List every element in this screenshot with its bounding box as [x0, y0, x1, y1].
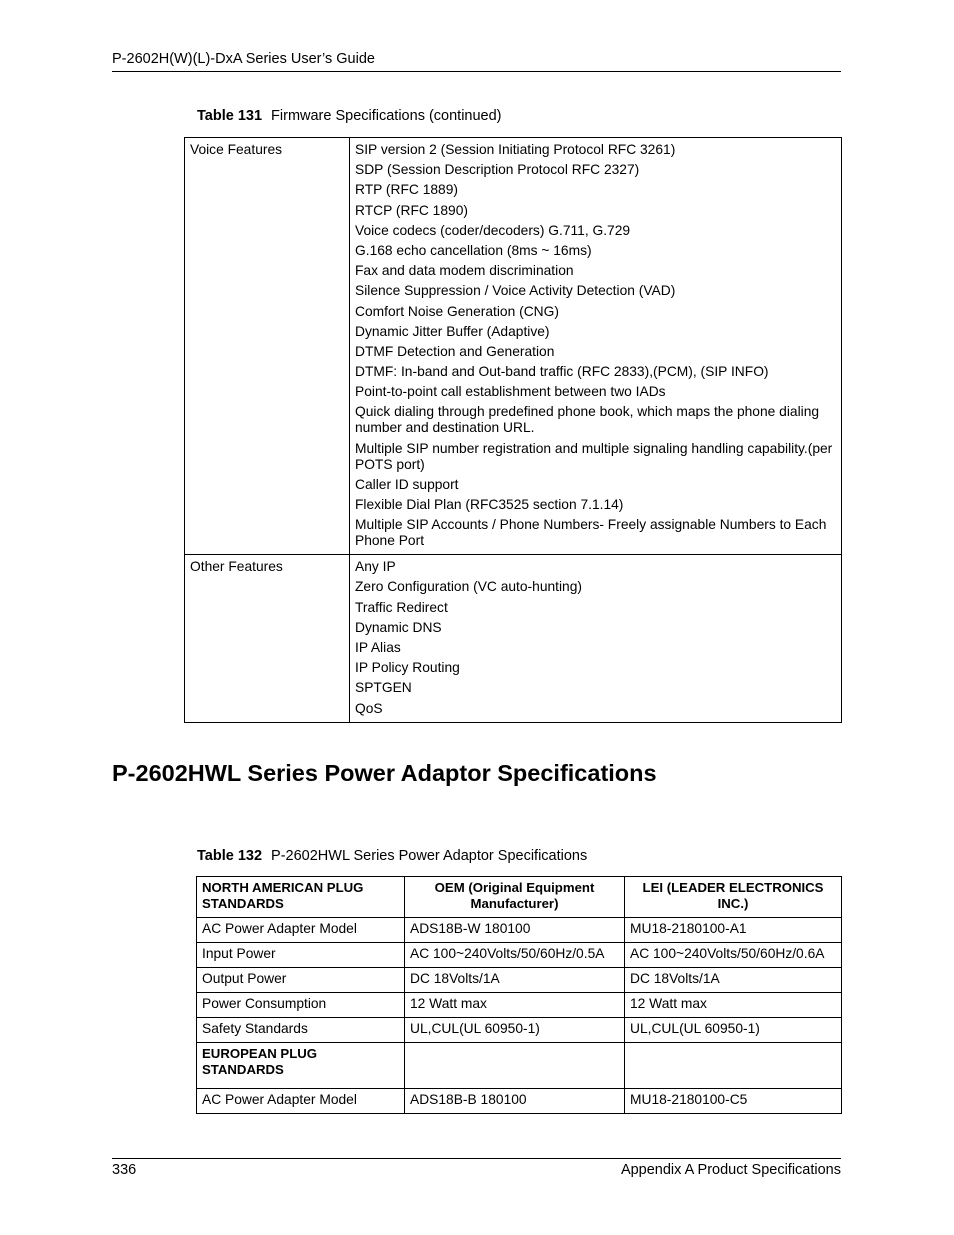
table-cell: ADS18B-W 180100	[405, 918, 625, 943]
running-header: P-2602H(W)(L)-DxA Series User’s Guide	[112, 51, 375, 67]
table-row	[197, 1018, 842, 1043]
table-131-caption	[197, 108, 502, 124]
row-label: Voice Features	[185, 138, 350, 555]
list-item: Fax and data modem discrimination	[355, 263, 574, 279]
table-cell: DC 18Volts/1A	[405, 968, 625, 993]
table-row	[197, 993, 842, 1018]
list-item: Dynamic DNS	[355, 619, 442, 635]
table-cell: AC Power Adapter Model	[197, 918, 405, 943]
table-cell: MU18-2180100-C5	[625, 1089, 842, 1114]
list-item: Silence Suppression / Voice Activity Detection (VAD)	[355, 283, 676, 299]
table-132-label: Table 132	[197, 848, 263, 864]
table-cell: Input Power	[197, 943, 405, 968]
table-row	[197, 943, 842, 968]
table-header-row	[197, 877, 842, 918]
column-header: OEM (Original Equipment Manufacturer)	[405, 877, 625, 918]
list-item: G.168 echo cancellation (8ms ~ 16ms)	[355, 242, 592, 258]
header-rule	[112, 71, 841, 72]
table-cell	[405, 1043, 625, 1089]
list-item: QoS	[355, 700, 383, 716]
list-item: Any IP	[355, 559, 396, 575]
list-item: Caller ID support	[355, 476, 459, 492]
list-item: Traffic Redirect	[355, 599, 448, 615]
table-cell: DC 18Volts/1A	[625, 968, 842, 993]
list-item: RTP (RFC 1889)	[355, 182, 458, 198]
firmware-spec-table	[184, 137, 842, 723]
list-item: Flexible Dial Plan (RFC3525 section 7.1.14)	[355, 497, 624, 512]
list-item: Multiple SIP number registration and multiple signaling handling capability.(per POTS port)	[355, 440, 833, 472]
list-item: Voice codecs (coder/decoders) G.711, G.729	[355, 222, 631, 238]
list-item: SPTGEN	[355, 680, 412, 696]
table-cell: 12 Watt max	[405, 993, 625, 1018]
table-cell: 12 Watt max	[625, 993, 842, 1018]
column-header: NORTH AMERICAN PLUG STANDARDS	[197, 877, 405, 918]
table-cell: MU18-2180100-A1	[625, 918, 842, 943]
table-cell: Safety Standards	[197, 1018, 405, 1043]
footer-rule	[112, 1158, 841, 1159]
table-131-title: Firmware Specifications (continued)	[271, 108, 502, 124]
table-cell: UL,CUL(UL 60950-1)	[625, 1018, 842, 1043]
list-item: DTMF Detection and Generation	[355, 343, 555, 359]
page-number: 336	[112, 1162, 137, 1178]
table-132-caption	[197, 848, 587, 864]
table-cell: UL,CUL(UL 60950-1)	[405, 1018, 625, 1043]
row-label: Other Features	[185, 555, 350, 722]
table-cell: ADS18B-B 180100	[405, 1089, 625, 1114]
footer-section: Appendix A Product Specifications	[620, 1162, 841, 1178]
table-cell: AC 100~240Volts/50/60Hz/0.5A	[405, 943, 625, 968]
column-header: LEI (LEADER ELECTRONICS INC.)	[625, 877, 842, 918]
row-items	[350, 138, 842, 555]
list-item: Dynamic Jitter Buffer (Adaptive)	[355, 323, 550, 339]
list-item: DTMF: In-band and Out-band traffic (RFC 2833),(PCM), (SIP INFO)	[355, 364, 769, 380]
table-row	[197, 1089, 842, 1114]
table-cell	[625, 1043, 842, 1089]
list-item: Comfort Noise Generation (CNG)	[355, 303, 559, 319]
list-item: SDP (Session Description Protocol RFC 2327)	[355, 162, 640, 178]
table-cell: Output Power	[197, 968, 405, 993]
list-item: Zero Configuration (VC auto-hunting)	[355, 579, 583, 595]
list-item: Multiple SIP Accounts / Phone Numbers- Freely assignable Numbers to Each Phone Port	[355, 517, 827, 549]
list-item: SIP version 2 (Session Initiating Protocol RFC 3261)	[355, 142, 676, 157]
table-cell: AC 100~240Volts/50/60Hz/0.6A	[625, 943, 842, 968]
table-132-title: P-2602HWL Series Power Adaptor Specifications	[271, 848, 588, 864]
list-item: Quick dialing through predefined phone book, which maps the phone dialing number and destination URL.	[355, 404, 820, 436]
power-adaptor-spec-table	[196, 876, 842, 1114]
table-cell: Power Consumption	[197, 993, 405, 1018]
section-title: P-2602HWL Series Power Adaptor Specifications	[112, 760, 657, 786]
table-row	[197, 968, 842, 993]
list-item: IP Alias	[355, 639, 401, 655]
table-131-label: Table 131	[197, 108, 263, 124]
table-row	[185, 138, 842, 555]
table-row	[185, 555, 842, 722]
list-item: RTCP (RFC 1890)	[355, 202, 468, 218]
list-item: IP Policy Routing	[355, 660, 460, 676]
row-items	[350, 555, 842, 722]
table-subheader-row	[197, 1043, 842, 1089]
table-cell: AC Power Adapter Model	[197, 1089, 405, 1114]
list-item: Point-to-point call establishment between two IADs	[355, 384, 666, 400]
table-row	[197, 918, 842, 943]
european-plug-header: EUROPEAN PLUG STANDARDS	[197, 1043, 405, 1089]
